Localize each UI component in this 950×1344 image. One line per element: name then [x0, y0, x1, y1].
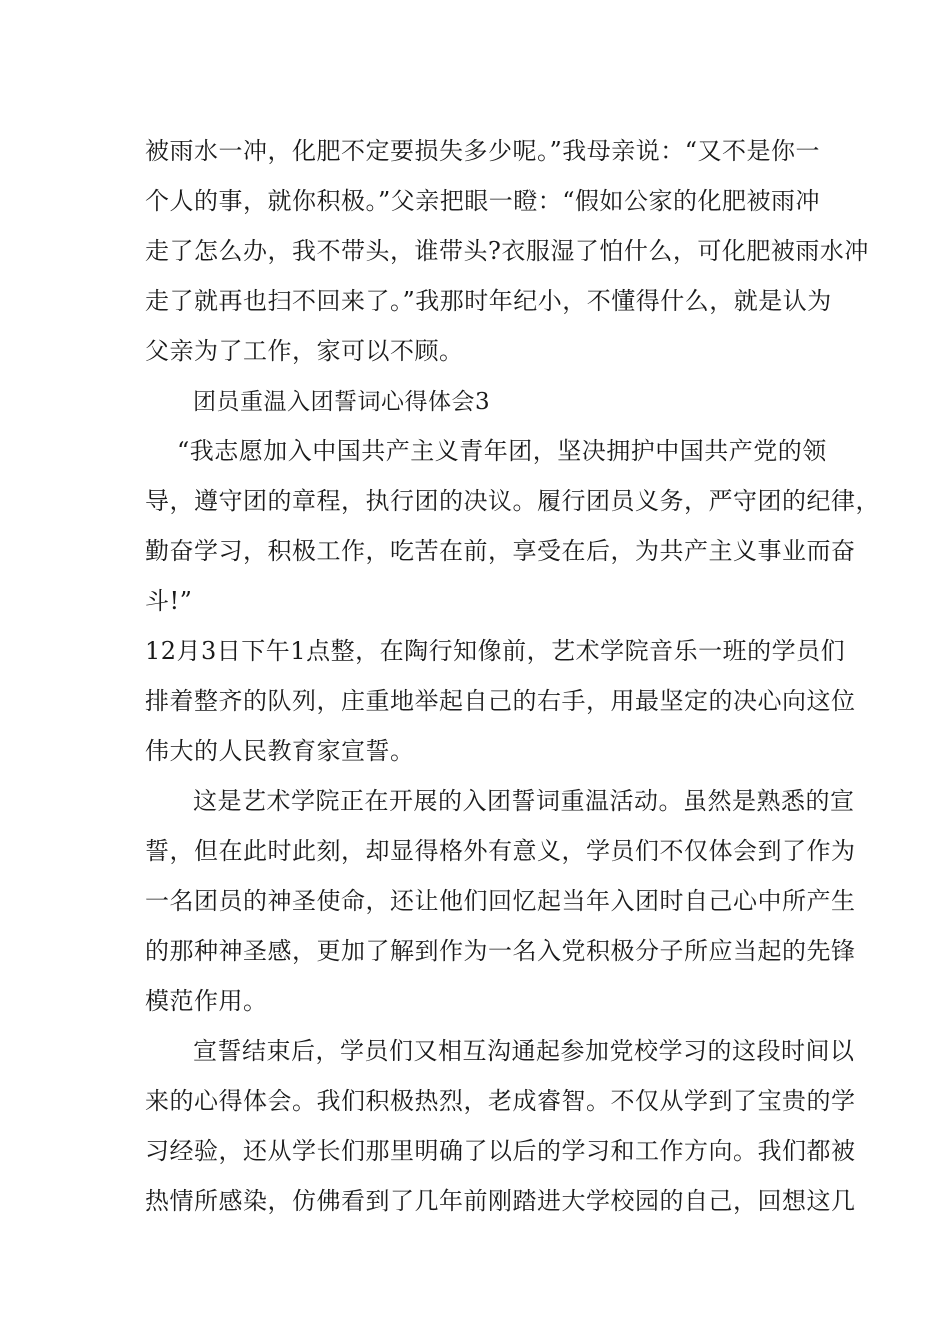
body-text-line: 伟大的人民教育家宣誓。	[145, 737, 415, 765]
oath-quote-line: 勤奋学习，积极工作，吃苦在前，享受在后，为共产主义事业而奋	[145, 537, 856, 565]
body-text-line: 热情所感染，仿佛看到了几年前刚踏进大学校园的自己，回想这几	[145, 1187, 856, 1215]
body-text-line: 12月3日下午1点整，在陶行知像前，艺术学院音乐一班的学员们	[145, 637, 846, 665]
body-text-line: 个人的事，就你积极。”父亲把眼一瞪：“假如公家的化肥被雨冲	[145, 187, 821, 215]
body-text-line: 走了怎么办，我不带头，谁带头?衣服湿了怕什么，可化肥被雨水冲	[145, 237, 869, 265]
body-text-line: 排着整齐的队列，庄重地举起自己的右手，用最坚定的决心向这位	[145, 687, 856, 715]
body-text-line: 一名团员的神圣使命，还让他们回忆起当年入团时自己心中所产生	[145, 887, 856, 915]
section-heading: 团员重温入团誓词心得体会3	[193, 389, 491, 415]
body-text-line: 被雨水一冲，化肥不定要损失多少呢。”我母亲说：“又不是你一	[145, 137, 821, 165]
body-text-line: 习经验，还从学长们那里明确了以后的学习和工作方向。我们都被	[145, 1137, 856, 1165]
body-text-line: 父亲为了工作，家可以不顾。	[145, 337, 464, 365]
body-text-line: 这是艺术学院正在开展的入团誓词重温活动。虽然是熟悉的宣	[193, 787, 855, 815]
oath-quote-line: 导，遵守团的章程，执行团的决议。履行团员义务，严守团的纪律，	[145, 487, 880, 515]
body-text-line: 来的心得体会。我们积极热烈，老成睿智。不仅从学到了宝贵的学	[145, 1087, 856, 1115]
body-text-line: 走了就再也扫不回来了。”我那时年纪小，不懂得什么，就是认为	[145, 287, 832, 315]
oath-quote-line: “我志愿加入中国共产主义青年团，坚决拥护中国共产党的领	[177, 437, 827, 465]
body-text-line: 誓，但在此时此刻，却显得格外有意义，学员们不仅体会到了作为	[145, 837, 856, 865]
oath-quote-line: 斗!”	[145, 587, 193, 615]
body-text-line: 的那种神圣感，更加了解到作为一名入党积极分子所应当起的先锋	[145, 937, 856, 965]
body-text-line: 宣誓结束后，学员们又相互沟通起参加党校学习的这段时间以	[193, 1037, 855, 1065]
body-text-line: 模范作用。	[145, 987, 268, 1015]
